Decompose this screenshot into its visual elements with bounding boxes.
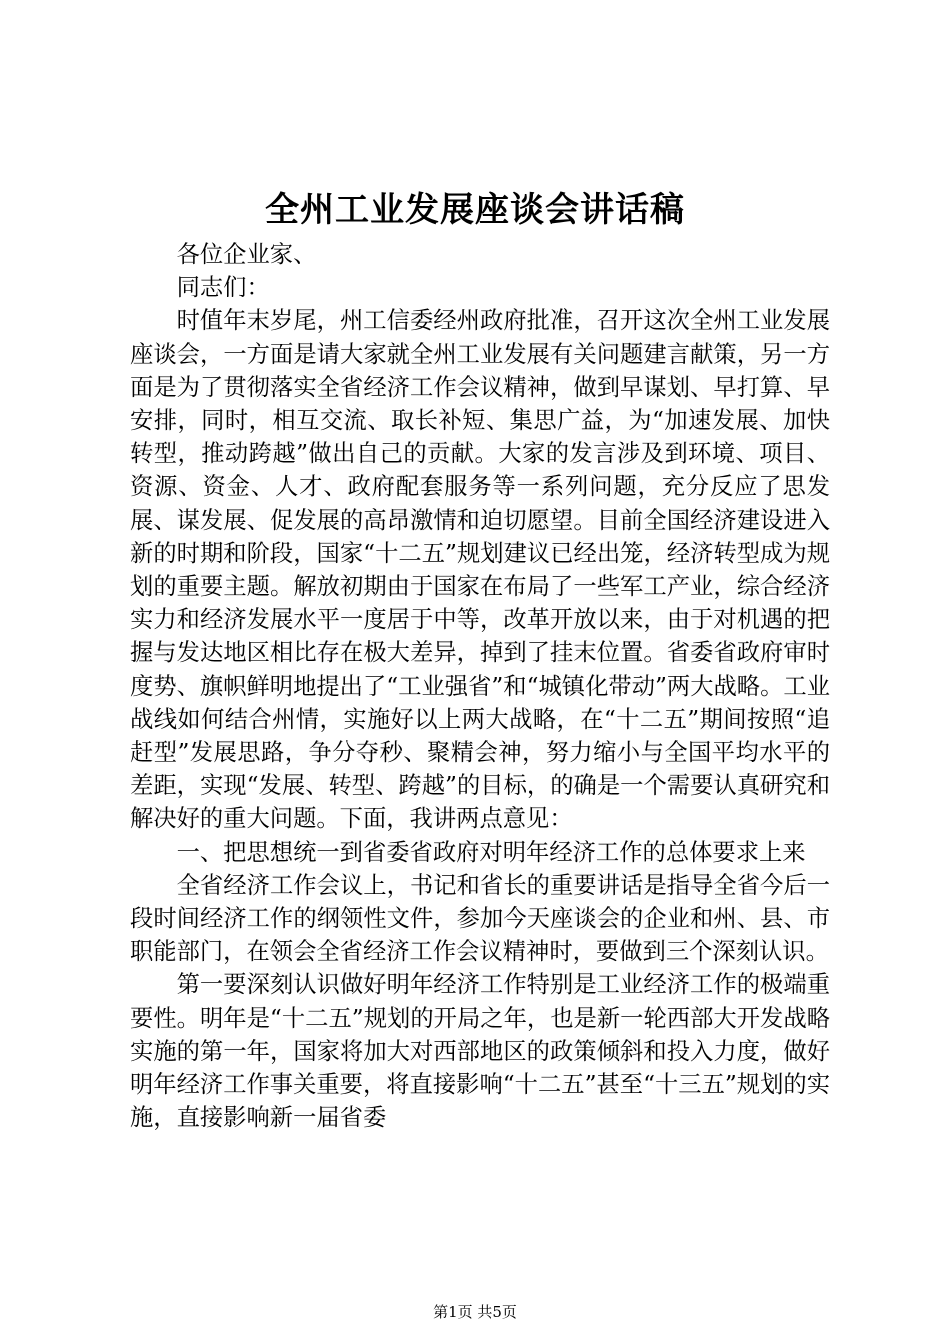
- section-heading-1: 一、把思想统一到省委省政府对明年经济工作的总体要求上来: [176, 838, 806, 866]
- salutation-line-1: 各位企业家、: [176, 241, 317, 268]
- body-paragraph-intro: 时值年末岁尾，州工信委经州政府批准，召开这次全州工业发展座谈会，一方面是请大家就全州工业发展有关问题建言献策，另一方面是为了贯彻落实全省经济工作会议精神，做到早谋划、早打算、早安排，同时，相互交流、取长补短、集思广益，为“加速发展、加快转型，推动跨越”做出自己的贡献。大家的发言涉及到环境、项目、资源、资金、人才、政府配套服务等一系列问题，充分反应了思发展、谋发展、促发展的高昂激情和迫切愿望。目前全国经济建设进入新的时期和阶段，国家“十二五”规划建议已经出笼，经济转型成为规划的重要主题。解放初期由于国家在布局了一些军工产业，综合经济实力和经济发展水平一度居于中等，改革开放以来，由于对机遇的把握与发达地区相比存在极大差异，掉到了挂末位置。省委省政府审时度势、旗帜鲜明地提出了“工业强省”和“城镇化带动”两大战略。工业战线如何结合州情，实施好以上两大战略，在“十二五”期间按照“追赶型”发展思路，争分夺秒、聚精会神，努力缩小与全国平均水平的差距，实现“发展、转型、跨越”的目标，的确是一个需要认真研究和解决好的重大问题。下面，我讲两点意见：: [130, 307, 830, 833]
- page-number-footer: 第1页 共5页: [433, 1303, 517, 1321]
- document-body: [130, 238, 830, 1134]
- document-title: 全州工业发展座谈会讲话稿: [265, 190, 685, 230]
- salutation-line-2: 同志们：: [176, 274, 270, 302]
- body-paragraph: 全省经济工作会议上，书记和省长的重要讲话是指导全省今后一段时间经济工作的纲领性文件，参加今天座谈会的企业和州、县、市职能部门，在领会全省经济工作会议精神时，要做到三个深刻认识。: [130, 871, 830, 966]
- body-paragraph: 第一要深刻认识做好明年经济工作特别是工业经济工作的极端重要性。明年是“十二五”规划的开局之年，也是新一轮西部大开发战略实施的第一年，国家将加大对西部地区的政策倾斜和投入力度，做好明年经济工作事关重要，将直接影响“十二五”甚至“十三五”规划的实施，直接影响新一届省委: [130, 971, 830, 1132]
